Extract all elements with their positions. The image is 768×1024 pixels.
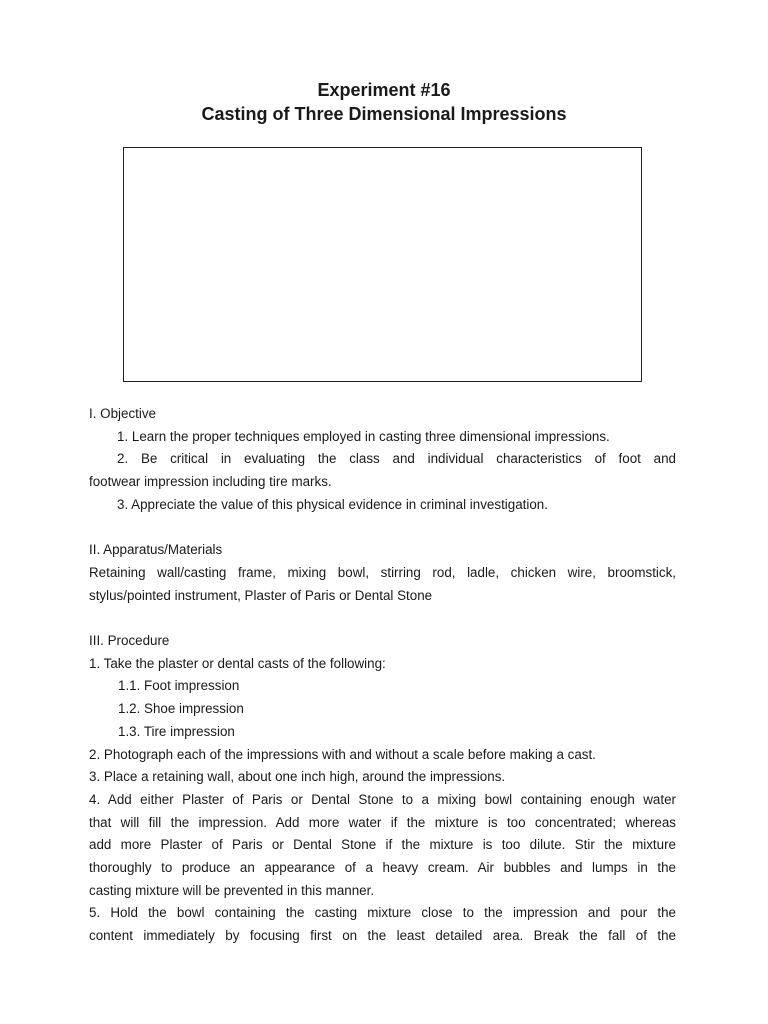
procedure-step-1: 1. Take the plaster or dental casts of the following: xyxy=(89,655,386,671)
experiment-title: Casting of Three Dimensional Impressions xyxy=(201,104,567,124)
procedure-step-4-line-3: add more Plaster of Paris or Dental Stone if the mixture is too dilute. Stir the mixture xyxy=(89,837,676,853)
procedure-step-5-line-2: content immediately by focusing first on the least detailed area. Break the fall of the xyxy=(89,928,676,944)
objective-item-2-line-2: footwear impression including tire marks. xyxy=(89,474,332,490)
objective-heading: I. Objective xyxy=(89,406,156,421)
procedure-step-1-3: 1.3. Tire impression xyxy=(118,723,235,739)
procedure-step-3: 3. Place a retaining wall, about one inch high, around the impressions. xyxy=(89,769,506,785)
image-placeholder-box xyxy=(123,147,642,382)
objective-item-3: 3. Appreciate the value of this physical evidence in criminal investigation. xyxy=(117,496,548,512)
procedure-step-4-line-2: that will fill the impression. Add more water if the mixture is too concentrated; whereas xyxy=(89,814,676,830)
procedure-heading: III. Procedure xyxy=(89,633,170,648)
objective-item-2-line-1: 2. Be critical in evaluating the class and individual characteristics of foot and xyxy=(117,451,676,467)
procedure-step-4-line-5: casting mixture will be prevented in this manner. xyxy=(89,882,375,898)
procedure-step-1-2: 1.2. Shoe impression xyxy=(118,701,244,717)
document-body xyxy=(89,403,676,948)
section-spacer xyxy=(89,517,676,540)
procedure-step-2: 2. Photograph each of the impressions with and without a scale before making a cast. xyxy=(89,746,596,762)
procedure-step-4-line-4: thoroughly to produce an appearance of a heavy cream. Air bubbles and lumps in the xyxy=(89,860,676,876)
experiment-number: Experiment #16 xyxy=(317,80,451,100)
apparatus-line-1: Retaining wall/casting frame, mixing bowl, stirring rod, ladle, chicken wire, broomstick, xyxy=(89,564,676,580)
procedure-step-4-line-1: 4. Add either Plaster of Paris or Dental Stone to a mixing bowl containing enough water xyxy=(89,791,676,807)
apparatus-heading: II. Apparatus/Materials xyxy=(89,542,223,558)
procedure-step-5-line-1: 5. Hold the bowl containing the casting mixture close to the impression and pour the xyxy=(89,905,676,921)
section-spacer xyxy=(89,607,676,630)
procedure-step-1-1: 1.1. Foot impression xyxy=(118,678,240,694)
objective-item-1: 1. Learn the proper techniques employed in casting three dimensional impressions. xyxy=(117,428,610,444)
title-block xyxy=(0,78,768,126)
apparatus-line-2: stylus/pointed instrument, Plaster of Paris or Dental Stone xyxy=(89,587,433,603)
